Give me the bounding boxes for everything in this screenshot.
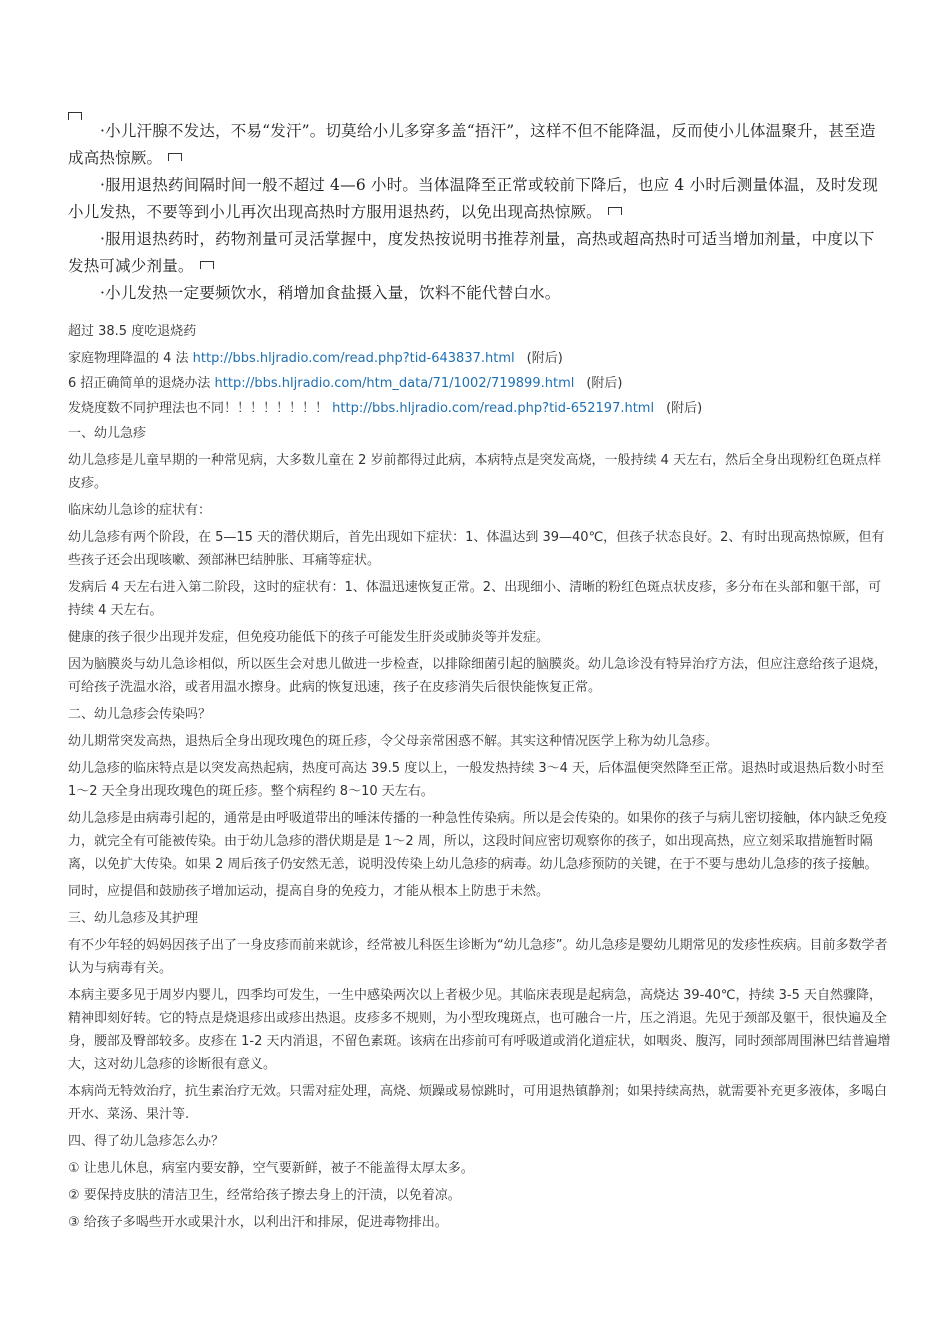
body-paragraph: 幼儿急疹是由病毒引起的，通常是由呼吸道带出的唾沫传播的一种急性传染病。所以是会传染的。如果你的孩子与病儿密切接触，体内缺乏免疫力，就完全有可能被传染。由于幼儿急疹的潜伏期是是 1～2 周，所以，这段时间应密切观察你的孩子，如出现高热，应立刻采取措施暂时隔离，以免扩大传染。如果 2 周后孩子仍安然无恙，说明没传染上幼儿急疹的病毒。幼儿急疹预防的关键，在于不要与患幼儿急疹的孩子接触。 (68, 811, 888, 872)
paragraph-mark-icon (608, 207, 622, 215)
link-physical-cooling[interactable]: http://bbs.hljradio.com/read.php?tid-643837.html (192, 351, 515, 366)
body-paragraph: 本病尚无特效治疗，抗生素治疗无效。只需对症处理，高烧、烦躁或易惊跳时，可用退热镇静剂；如果持续高热，就需要补充更多液体，多喝白开水、菜汤、果汁等. (68, 1084, 888, 1122)
body-paragraph: 健康的孩子很少出现并发症，但免疫功能低下的孩子可能发生肝炎或肺炎等并发症。 (68, 630, 550, 645)
body-paragraph: 幼儿急疹的临床特点是以突发高热起病，热度可高达 39.5 度以上，一般发热持续 3～4 天，后体温便突然降至正常。退热时或退热后数小时至 1～2 天全身出现玫瑰色的斑丘疹。整个病程约 8～10 天左右。 (68, 761, 885, 799)
link-fever-methods[interactable]: http://bbs.hljradio.com/htm_data/71/1002/719899.html (214, 376, 575, 391)
link-fever-care[interactable]: http://bbs.hljradio.com/read.php?tid-652197.html (332, 401, 655, 416)
body-paragraph: 本病主要多见于周岁内婴儿，四季均可发生，一生中感染两次以上者极少见。其临床表现是起病急，高烧达 39-40℃，持续 3-5 天自然骤降，精神即刻好转。它的特点是烧退疹出或疹出热退。皮疹多不规则，为小型玫瑰斑点，也可融合一片，压之消退。先见于颈部及躯干，很快遍及全身，腰部及臀部较多。皮疹在 1-2 天内消退，不留色素斑。该病在出疹前可有呼吸道或消化道症状，如咽炎、腹泻，同时颈部周围淋巴结普遍增大，这对幼儿急疹的诊断很有意义。 (68, 988, 891, 1072)
tip-paragraph: ·小儿发热一定要频饮水，稍增加食盐摄入量，饮料不能代替白水。 (100, 284, 561, 302)
list-item: ② 要保持皮肤的清洁卫生，经常给孩子擦去身上的汗渍，以免着凉。 (68, 1188, 461, 1203)
body-paragraph: 幼儿急疹有两个阶段，在 5—15 天的潜伏期后，首先出现如下症状：1、体温达到 39—40℃，但孩子状态良好。2、有时出现高热惊厥，但有些孩子还会出现咳嗽、颈部淋巴结肿胀、耳痛等症状。 (68, 530, 885, 568)
paragraph-mark-icon (168, 153, 182, 161)
link-line: 6 招正确简单的退烧办法 http://bbs.hljradio.com/htm_data/71/1002/719899.html (附后) (68, 376, 623, 391)
body-paragraph: 有不少年轻的妈妈因孩子出了一身皮疹而前来就诊，经常被儿科医生诊断为“幼儿急疹”。幼儿急疹是婴幼儿期常见的发疹性疾病。目前多数学者认为与病毒有关。 (68, 938, 888, 976)
tip-paragraph: ·服用退热药时，药物剂量可灵活掌握中，度发热按说明书推荐剂量，高热或超高热时可适当增加剂量，中度以下发热可减少剂量。 (68, 230, 875, 275)
paragraph-mark-icon (200, 261, 214, 269)
section-heading: 三、幼儿急疹及其护理 (68, 911, 199, 926)
article-body (68, 320, 893, 1238)
body-paragraph: 发病后 4 天左右进入第二阶段，这时的症状有：1、体温迅速恢复正常。2、出现细小、清晰的粉红色斑点状皮疹，多分布在头部和躯干部，可持续 4 天左右。 (68, 580, 882, 618)
list-item: ③ 给孩子多喝些开水或果汁水，以利出汗和排尿，促进毒物排出。 (68, 1215, 448, 1230)
section-heading: 四、得了幼儿急疹怎么办？ (68, 1134, 225, 1149)
link-line: 家庭物理降温的 4 法 http://bbs.hljradio.com/read.php?tid-643837.html (附后) (68, 351, 563, 366)
body-paragraph: 幼儿期常突发高热，退热后全身出现玫瑰色的斑丘疹，令父母亲常困惑不解。其实这种情况医学上称为幼儿急疹。 (68, 734, 719, 749)
section-heading: 一、幼儿急疹 (68, 426, 147, 441)
body-paragraph: 同时，应提倡和鼓励孩子增加运动，提高自身的免疫力，才能从根本上防患于未然。 (68, 884, 550, 899)
fever-tips-section (68, 118, 883, 307)
body-paragraph: 临床幼儿急诊的症状有： (68, 503, 212, 518)
links-heading: 超过 38.5 度吃退烧药 (68, 324, 197, 339)
section-heading: 二、幼儿急疹会传染吗？ (68, 707, 212, 722)
list-item: ① 让患儿休息，病室内要安静，空气要新鲜，被子不能盖得太厚太多。 (68, 1161, 474, 1176)
body-paragraph: 幼儿急疹是儿童早期的一种常见病，大多数儿童在 2 岁前都得过此病，本病特点是突发高烧，一般持续 4 天左右，然后全身出现粉红色斑点样皮疹。 (68, 453, 882, 491)
body-paragraph: 因为脑膜炎与幼儿急诊相似，所以医生会对患儿做进一步检查，以排除细菌引起的脑膜炎。幼儿急诊没有特异治疗方法，但应注意给孩子退烧，可给孩子洗温水浴，或者用温水擦身。此病的恢复迅速，孩子在皮疹消失后很快能恢复正常。 (68, 657, 888, 695)
tip-paragraph: ·服用退热药间隔时间一般不超过 4—6 小时。当体温降至正常或较前下降后，也应 4 小时后测量体温，及时发现小儿发热，不要等到小儿再次出现高热时方服用退热药，以免出现高热惊厥。 (68, 176, 879, 221)
link-line: 发烧度数不同护理法也不同！！！！！！！！ http://bbs.hljradio.com/read.php?tid-652197.html (附后) (68, 401, 703, 416)
tip-paragraph: ·小儿汗腺不发达，不易“发汗”。切莫给小儿多穿多盖“捂汗”，这样不但不能降温，反而使小儿体温聚升，甚至造成高热惊厥。 (68, 122, 876, 167)
